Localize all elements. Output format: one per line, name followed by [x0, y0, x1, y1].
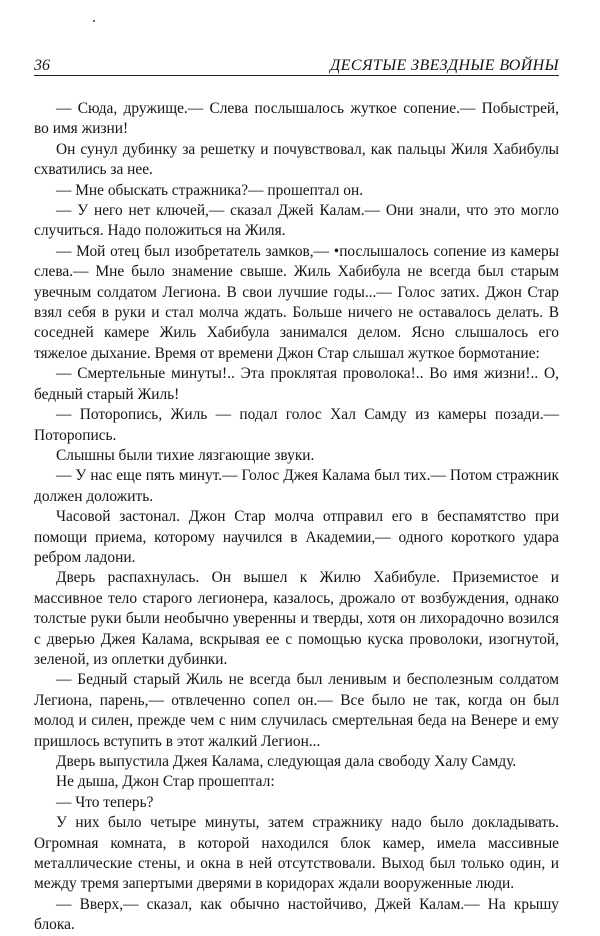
- paragraph: — Вверх,— сказал, как обычно настойчиво, Джей Калам.— На крышу блока.: [34, 895, 559, 934]
- page-header: [34, 50, 559, 76]
- paragraph: — Поторопись, Жиль — подал голос Хал Самду из камеры позади.— Поторопись.: [34, 406, 559, 444]
- running-title: ДЕСЯТЫЕ ЗВЕЗДНЫЕ ВОЙНЫ: [330, 57, 559, 74]
- paragraph: Слышны были тихие лязгающие звуки.: [56, 446, 315, 464]
- paragraph: Дверь распахнулась. Он вышел к Жилю Хабибуле. Приземистое и массивное тело старого легионера, казалось, дрожало от возбуждения, однако толстые руки были необычно уверенны и тверды, хотя он лихорадочно возился с дверью Джея Калама, вскрывая ее с помощью куска проволоки, изогнутой, зеленой, из оплетки дубинки.: [34, 569, 559, 668]
- paragraph: — Мне обыскать стражника?— прошептал он.: [56, 181, 364, 199]
- paragraph: Он сунул дубинку за решетку и почувствовал, как пальцы Жиля Хабибулы схватились за нее.: [34, 140, 559, 179]
- body-text: [34, 99, 559, 936]
- paragraph: Не дыша, Джон Стар прошептал:: [56, 773, 275, 791]
- paragraph: — Бедный старый Жиль не всегда был ленивым и бесполезным солдатом Легиона, парень,— отвлеченно сопел он.— Все было не так, когда он был молод и силен, прежде чем с ним случилась смертельная беда на Венере и ему пришлось вступить в этот жалкий Легион...: [34, 671, 559, 750]
- header-rule: [34, 75, 559, 76]
- page-number: 36: [34, 57, 50, 74]
- paragraph: Дверь выпустила Джея Калама, следующая дала свободу Халу Самду.: [56, 753, 517, 770]
- paragraph: Часовой застонал. Джон Стар молча отправил его в беспамятство при помощи приема, которому научился в Академии,— одного короткого удара ребром ладони.: [34, 508, 559, 566]
- paragraph: — Смертельные минуты!.. Эта проклятая проволока!.. Во имя жизни!.. О, бедный старый Жиль!: [34, 365, 559, 403]
- print-speck: [93, 20, 95, 22]
- paragraph: У них было четыре минуты, затем стражнику надо было докладывать. Огромная комната, в которой находился блок камер, имела массивные металлические стены, и окна в ней отсутствовали. Выход был только один, и между тремя запертыми дверями в коридорах ждали вооруженные люди.: [34, 814, 559, 893]
- paragraph: — Что теперь?: [56, 793, 154, 811]
- paragraph: — Сюда, дружище.— Слева послышалось жуткое сопение.— Побыстрей, во имя жизни!: [34, 100, 559, 138]
- paragraph: — У него нет ключей,— сказал Джей Калам.— Они знали, что это могло случиться. Надо положиться на Жиля.: [34, 202, 559, 240]
- paragraph: — Мой отец был изобретатель замков,— •послышалось сопение из камеры слева.— Мне было знамение свыше. Жиль Хабибула не всегда был старым увечным солдатом Легиона. В свои лучшие годы...— Голос затих. Джон Стар взял себя в руки и стал молча ждать. Больше ничего не оставалось делать. В соседней камере Жиль Хабибула занимался делом. Ясно слышалось его тяжелое дыхание. Время от времени Джон Стар слышал жуткое бормотание:: [34, 242, 559, 362]
- paragraph: — У нас еще пять минут.— Голос Джея Калама был тих.— Потом стражник должен доложить.: [34, 467, 559, 505]
